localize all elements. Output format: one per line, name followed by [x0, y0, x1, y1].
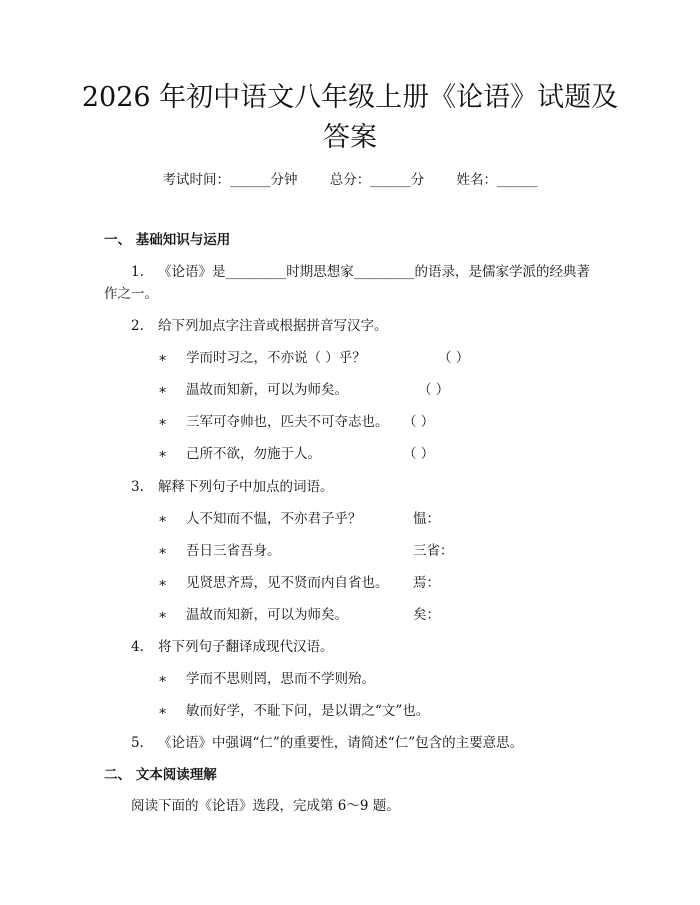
bullet-icon: ∗ — [158, 671, 168, 687]
bullet-icon: ∗ — [158, 382, 168, 398]
word-to-explain: 愠： — [413, 511, 440, 527]
item-text: 见贤思齐焉，见不贤而内自省也。 — [186, 575, 389, 591]
bullet-icon: ∗ — [158, 575, 168, 591]
question-text: 解释下列句子中加点的词语。 — [158, 479, 334, 495]
item-text: 温故而知新，可以为师矣。 — [186, 382, 348, 398]
item-text: 人不知而不愠，不亦君子乎？ — [186, 511, 362, 527]
exam-meta — [0, 168, 700, 188]
item-text: 三军可夺帅也，匹夫不可夺志也。 — [186, 414, 389, 430]
word-to-explain: 三省： — [413, 543, 454, 559]
question-text: 给下列加点字注音或根据拼音写汉字。 — [158, 318, 388, 334]
question-number: 4. — [131, 639, 144, 655]
question-text-line-1: 《论语》是_________时期思想家_________的语录，是儒家学派的经典著 — [158, 264, 590, 280]
bullet-icon: ∗ — [158, 511, 168, 527]
item-text: 学而不思则罔，思而不学则殆。 — [186, 671, 375, 687]
bullet-icon: ∗ — [158, 350, 168, 366]
title-line-1: 2026 年初中语文八年级上册《论语》试题及 — [81, 82, 619, 113]
bullet-icon: ∗ — [158, 703, 168, 719]
title-line-2: 答案 — [323, 122, 377, 153]
student-name: 姓名：______ — [456, 172, 538, 188]
bullet-icon: ∗ — [158, 446, 168, 462]
item-text: 学而时习之，不亦说（ ）乎？ — [186, 350, 366, 366]
section-1-heading: 一、 基础知识与运用 — [104, 232, 231, 248]
page-title — [80, 78, 620, 158]
answer-blank: （ ） — [403, 446, 435, 462]
question-number: 2. — [131, 318, 144, 334]
question-text-line-2: 作之一。 — [104, 286, 158, 302]
item-text: 己所不欲，勿施于人。 — [186, 446, 321, 462]
question-number: 5. — [131, 735, 144, 751]
answer-blank: （ ） — [438, 350, 470, 366]
item-text: 敏而好学，不耻下问，是以谓之“文”也。 — [186, 703, 430, 719]
bullet-icon: ∗ — [158, 543, 168, 559]
question-number: 1. — [131, 264, 144, 280]
question-text: 将下列句子翻译成现代汉语。 — [158, 639, 334, 655]
exam-time: 考试时间：______分钟 — [162, 172, 298, 188]
answer-blank: （ ） — [403, 414, 435, 430]
question-text: 《论语》中强调“仁”的重要性，请简述“仁”包含的主要意思。 — [158, 735, 524, 751]
bullet-icon: ∗ — [158, 607, 168, 623]
item-text: 温故而知新，可以为师矣。 — [186, 607, 348, 623]
question-number: 3. — [131, 479, 144, 495]
section-2-intro: 阅读下面的《论语》选段，完成第 6～9 题。 — [131, 798, 400, 814]
word-to-explain: 焉： — [413, 575, 440, 591]
item-text: 吾日三省吾身。 — [186, 543, 281, 559]
word-to-explain: 矣： — [413, 607, 440, 623]
answer-blank: （ ） — [418, 382, 450, 398]
bullet-icon: ∗ — [158, 414, 168, 430]
section-2-heading: 二、 文本阅读理解 — [104, 767, 217, 783]
exam-total-score: 总分：______分 — [329, 172, 425, 188]
